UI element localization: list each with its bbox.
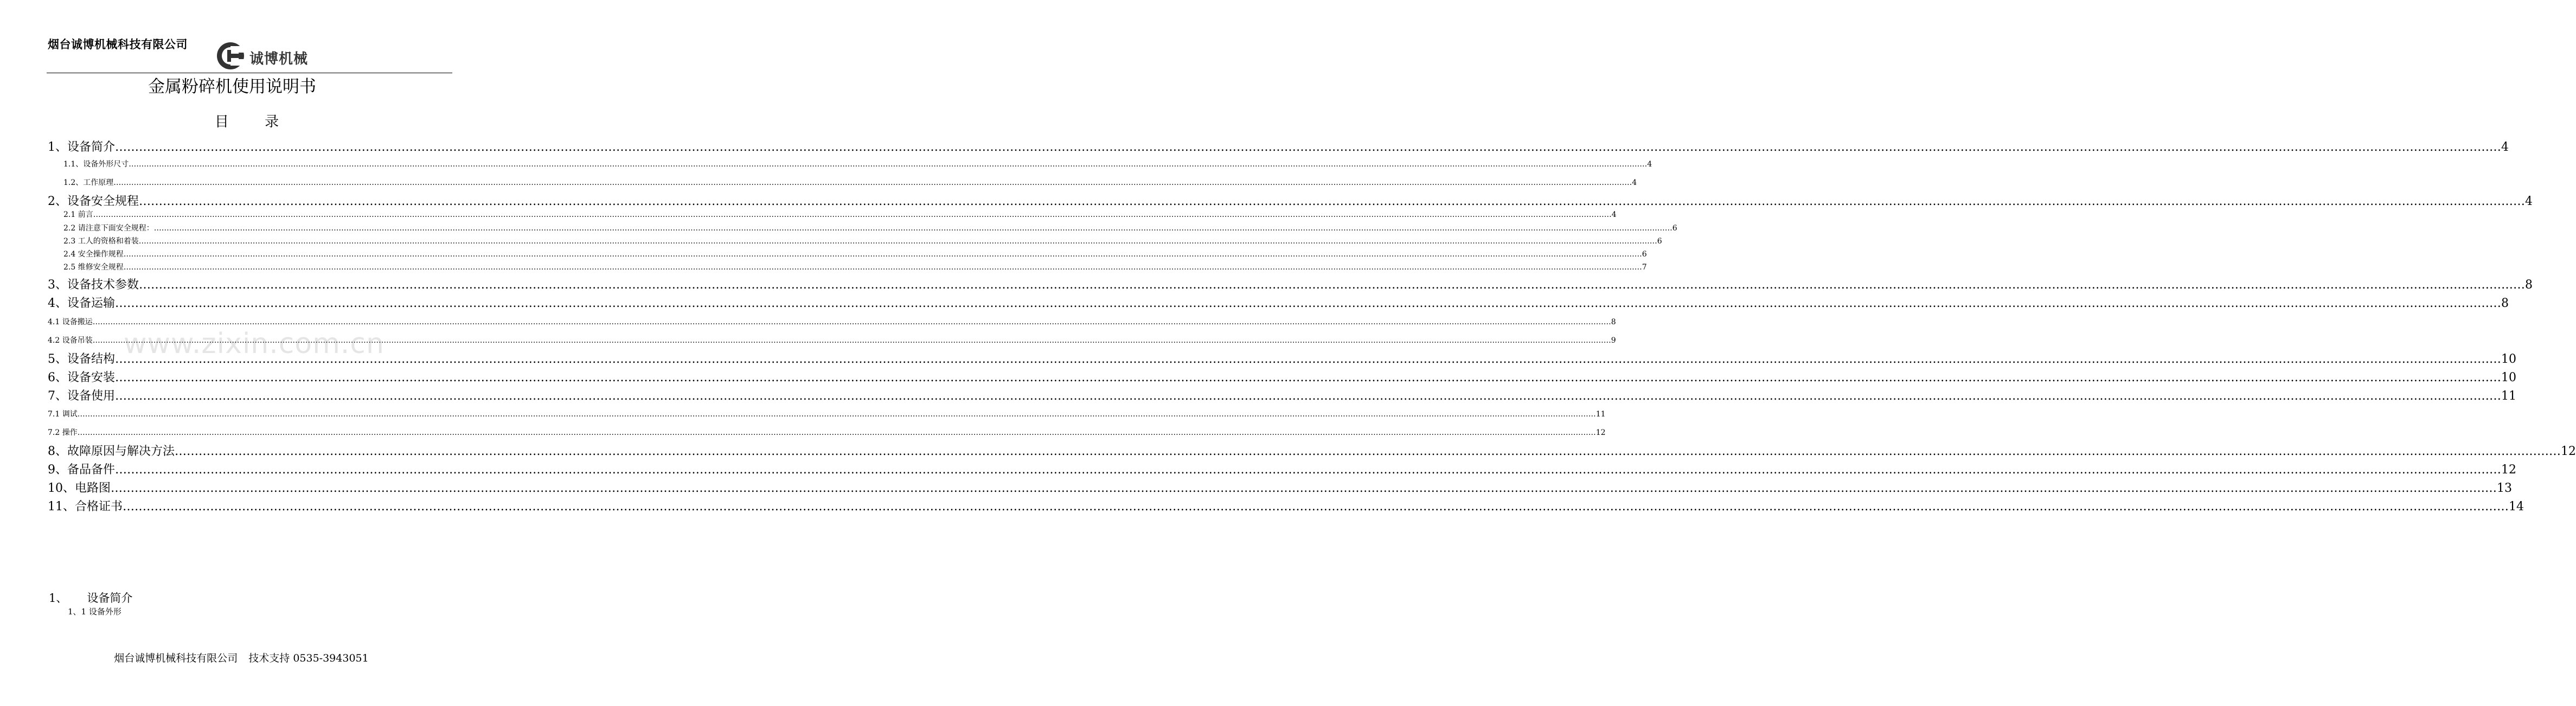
toc-entry-title: 1、设备简介 xyxy=(48,140,115,154)
toc-entry-page: 11 xyxy=(1595,410,1606,419)
toc-entry-leader: …………………………………………………………………………………………………………………………………………………………………………………………………………………………………………………………………………………………………………………………………………………………………………………………………………………………………………………………………………………………………………………………………………………… xyxy=(139,278,2525,292)
toc-entry-page: 12 xyxy=(1595,428,1606,437)
toc-entry-leader: …………………………………………………………………………………………………………………………………………………………………………………………………………………………………………………………………………………………………………………………………………………………………………………………………………………………………………………………………………………………………………………………………………………… xyxy=(123,500,2509,514)
toc-entry-title: 4.1 设备搬运 xyxy=(48,318,93,326)
toc-entry-leader: …………………………………………………………………………………………………………………………………………………………………………………………………………………………………………………………………………………………………………………………………………………………………………………………………………………………………………………………………………………………………………………………………………………… xyxy=(115,463,2501,477)
toc-entry[interactable] xyxy=(63,235,1662,246)
toc-entry[interactable] xyxy=(63,177,1637,188)
toc-entry[interactable] xyxy=(48,479,2512,496)
toc-entry-page: 7 xyxy=(1642,263,1647,272)
toc-entry[interactable] xyxy=(48,460,2516,477)
toc-entry-leader: …………………………………………………………………………………………………………………………………………………………………………………………………………………………………………………………………………………………………………………………………………………………………………………………………………………………………………………………………………………………………………………………………………………… xyxy=(123,250,1642,259)
toc-entry-leader: …………………………………………………………………………………………………………………………………………………………………………………………………………………………………………………………………………………………………………………………………………………………………………………………………………………………………………………………………………………………………………………………………………………… xyxy=(77,410,1596,419)
toc-entry-page: 8 xyxy=(2501,297,2509,310)
section-number: 1、 xyxy=(49,592,68,605)
toc-entry[interactable] xyxy=(48,275,2533,292)
document-title: 金属粉碎机使用说明书 xyxy=(148,77,316,97)
toc-entry-leader: …………………………………………………………………………………………………………………………………………………………………………………………………………………………………………………………………………………………………………………………………………………………………………………………………………………………………………………………………………………………………………………………………………………… xyxy=(77,428,1596,437)
toc-entry[interactable] xyxy=(48,294,2509,311)
toc-entry-leader: …………………………………………………………………………………………………………………………………………………………………………………………………………………………………………………………………………………………………………………………………………………………………………………………………………………………………………………………………………………………………………………………………………………… xyxy=(93,210,1612,219)
toc-entry[interactable] xyxy=(48,192,2533,209)
toc-entry-page: 6 xyxy=(1642,250,1647,259)
toc-entry-page: 12 xyxy=(2561,445,2576,458)
toc-entry-title: 6、设备安装 xyxy=(48,371,115,384)
toc-entry-title: 7、设备使用 xyxy=(48,389,115,403)
toc-entry-page: 8 xyxy=(2525,278,2533,292)
toc-entry[interactable] xyxy=(63,248,1647,259)
toc-entry[interactable] xyxy=(48,335,1616,345)
toc-entry-title: 2.3 工人的资格和着装 xyxy=(63,237,139,246)
toc-entry[interactable] xyxy=(48,427,1606,438)
footer-support: 技术支持 0535-3943051 xyxy=(248,652,369,664)
toc-entry-page: 11 xyxy=(2501,389,2516,403)
toc-entry-title: 4.2 设备吊装 xyxy=(48,336,93,345)
toc-entry-leader: …………………………………………………………………………………………………………………………………………………………………………………………………………………………………………………………………………………………………………………………………………………………………………………………………………………………………………………………………………………………………………………………………………………… xyxy=(113,178,1632,187)
toc-entry-title: 2.2 请注意下面安全规程： xyxy=(63,224,154,233)
toc-entry-page: 4 xyxy=(1647,160,1652,169)
subsection-heading: 1、1 设备外形 xyxy=(68,607,121,617)
toc-entry[interactable] xyxy=(48,497,2524,514)
toc-entry-title: 10、电路图 xyxy=(48,482,111,495)
toc-entry[interactable] xyxy=(63,261,1647,272)
toc-entry-page: 14 xyxy=(2509,500,2524,514)
toc-entry-page: 4 xyxy=(1632,178,1637,187)
toc-entry-leader: …………………………………………………………………………………………………………………………………………………………………………………………………………………………………………………………………………………………………………………………………………………………………………………………………………………………………………………………………………………………………………………………………………………… xyxy=(115,140,2501,154)
toc-entry-leader: …………………………………………………………………………………………………………………………………………………………………………………………………………………………………………………………………………………………………………………………………………………………………………………………………………………………………………………………………………………………………………………………………………………… xyxy=(123,263,1642,272)
toc-entry-page: 10 xyxy=(2501,371,2516,384)
toc-entry-leader: …………………………………………………………………………………………………………………………………………………………………………………………………………………………………………………………………………………………………………………………………………………………………………………………………………………………………………………………………………………………………………………………………………………… xyxy=(129,160,1648,169)
toc-entry[interactable] xyxy=(48,387,2516,403)
toc-entry[interactable] xyxy=(63,209,1617,220)
toc-entry-leader: …………………………………………………………………………………………………………………………………………………………………………………………………………………………………………………………………………………………………………………………………………………………………………………………………………………………………………………………………………………………………………………………………………………… xyxy=(111,482,2497,495)
toc-entry-leader: …………………………………………………………………………………………………………………………………………………………………………………………………………………………………………………………………………………………………………………………………………………………………………………………………………………………………………………………………………………………………………………………………………………… xyxy=(92,336,1611,345)
toc-entry-leader: …………………………………………………………………………………………………………………………………………………………………………………………………………………………………………………………………………………………………………………………………………………………………………………………………………………………………………………………………………………………………………………………………………………… xyxy=(115,352,2501,366)
toc-heading: 目 录 xyxy=(214,114,279,130)
toc-entry-title: 8、故障原因与解决方法 xyxy=(48,445,175,458)
toc-entry[interactable] xyxy=(48,368,2516,385)
toc-entry-page: 9 xyxy=(1611,336,1616,345)
toc-entry-title: 1.1、设备外形尺寸 xyxy=(63,160,129,169)
company-logo xyxy=(215,40,308,72)
toc-entry-page: 13 xyxy=(2497,482,2512,495)
toc-entry-title: 1.2、工作原理 xyxy=(63,178,114,187)
section-title: 设备简介 xyxy=(87,592,133,605)
toc-entry-page: 4 xyxy=(1611,210,1617,219)
toc-entry-page: 8 xyxy=(1611,318,1616,326)
toc-entry-title: 3、设备技术参数 xyxy=(48,278,139,292)
toc-entry-title: 2.5 维修安全规程 xyxy=(63,263,124,272)
toc-entry-page: 6 xyxy=(1672,224,1677,233)
toc-entry-title: 7.1 调试 xyxy=(48,410,78,419)
toc-entry[interactable] xyxy=(63,222,1677,233)
toc-entry-leader: …………………………………………………………………………………………………………………………………………………………………………………………………………………………………………………………………………………………………………………………………………………………………………………………………………………………………………………………………………………………………………………………………………………… xyxy=(153,224,1673,233)
toc-entry-page: 4 xyxy=(2525,195,2533,208)
toc-entry-leader: …………………………………………………………………………………………………………………………………………………………………………………………………………………………………………………………………………………………………………………………………………………………………………………………………………………………………………………………………………………………………………………………………………………… xyxy=(92,318,1611,326)
toc-entry-title: 4、设备运输 xyxy=(48,297,115,310)
toc-entry-title: 7.2 操作 xyxy=(48,428,78,437)
toc-entry-leader: …………………………………………………………………………………………………………………………………………………………………………………………………………………………………………………………………………………………………………………………………………………………………………………………………………………………………………………………………………………………………………………………………………………… xyxy=(139,195,2525,208)
company-name-header: 烟台诚博机械科技有限公司 xyxy=(48,38,188,51)
toc-entry[interactable] xyxy=(63,158,1652,169)
toc-entry-leader: …………………………………………………………………………………………………………………………………………………………………………………………………………………………………………………………………………………………………………………………………………………………………………………………………………………………………………………………………………………………………………………………………………………… xyxy=(115,389,2501,403)
toc-entry[interactable] xyxy=(48,442,2576,459)
toc-entry-leader: …………………………………………………………………………………………………………………………………………………………………………………………………………………………………………………………………………………………………………………………………………………………………………………………………………………………………………………………………………………………………………………………………………………… xyxy=(115,297,2501,310)
toc-entry-page: 4 xyxy=(2501,140,2509,154)
toc-entry-leader: …………………………………………………………………………………………………………………………………………………………………………………………………………………………………………………………………………………………………………………………………………………………………………………………………………………………………………………………………………………………………………………………………………………… xyxy=(138,237,1657,246)
toc-entry-page: 12 xyxy=(2501,463,2516,477)
company-logo-icon xyxy=(215,40,246,72)
toc-entry-title: 11、合格证书 xyxy=(48,500,123,514)
toc-entry-title: 9、备品备件 xyxy=(48,463,115,477)
toc-entry[interactable] xyxy=(48,138,2509,155)
logo-text: 诚博机械 xyxy=(249,50,309,67)
footer-company: 烟台诚博机械科技有限公司 xyxy=(114,652,238,664)
toc-entry-leader: …………………………………………………………………………………………………………………………………………………………………………………………………………………………………………………………………………………………………………………………………………………………………………………………………………………………………………………………………………………………………………………………………………………… xyxy=(115,371,2501,384)
toc-entry-page: 6 xyxy=(1657,237,1662,246)
toc-entry-page: 10 xyxy=(2501,352,2516,366)
toc-entry-leader: …………………………………………………………………………………………………………………………………………………………………………………………………………………………………………………………………………………………………………………………………………………………………………………………………………………………………………………………………………………………………………………………………………………… xyxy=(175,445,2561,458)
page-footer xyxy=(0,650,483,665)
toc-entry-title: 5、设备结构 xyxy=(48,352,115,366)
toc-entry[interactable] xyxy=(48,316,1616,327)
toc-entry[interactable] xyxy=(48,408,1606,419)
section-heading xyxy=(49,589,132,606)
toc-entry[interactable] xyxy=(48,350,2516,367)
toc-entry-title: 2、设备安全规程 xyxy=(48,195,139,208)
watermark: www.zixin.com.cn xyxy=(124,328,385,360)
toc-entry-title: 2.1 前言 xyxy=(63,210,93,219)
toc-entry-title: 2.4 安全操作规程 xyxy=(63,250,124,259)
